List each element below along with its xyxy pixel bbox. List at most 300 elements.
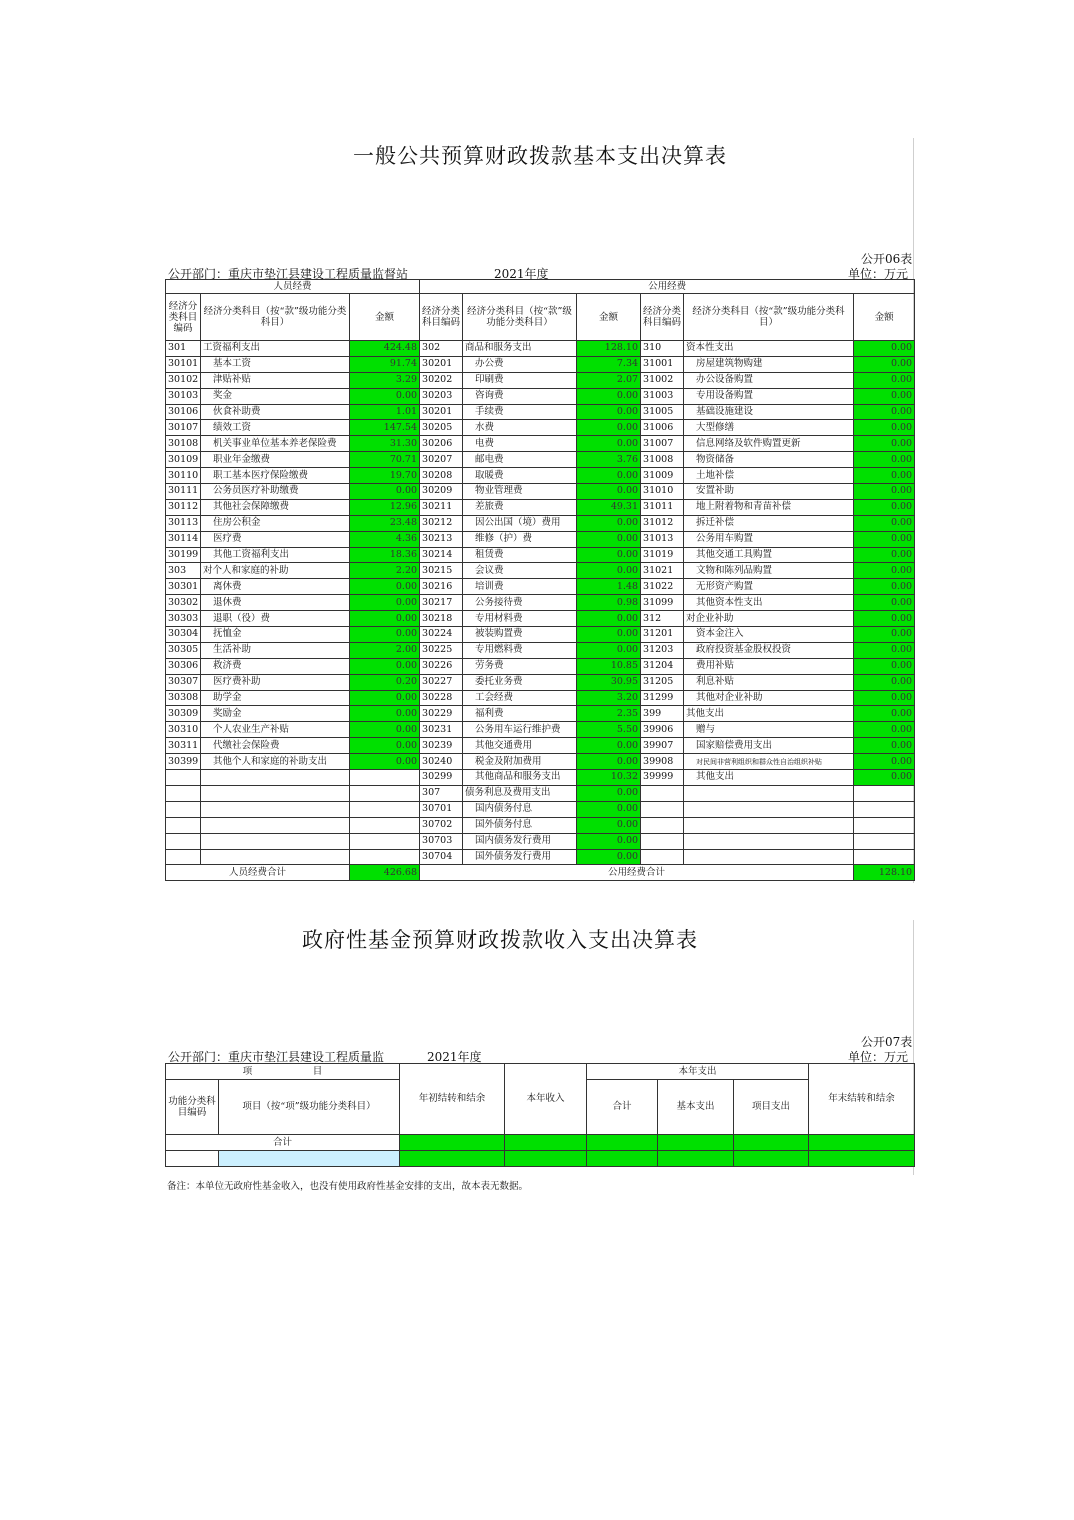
cell-code: 30226 <box>420 658 463 674</box>
cell-code: 30308 <box>166 690 201 706</box>
cell-code: 31205 <box>641 674 684 690</box>
cell-amount: 0.00 <box>577 642 641 658</box>
column-code: 经济分类科目编码 <box>420 294 463 341</box>
cell-code: 30310 <box>166 722 201 738</box>
table-row <box>166 468 915 484</box>
cell-code: 30309 <box>166 706 201 722</box>
basic-expenditure-table <box>165 279 915 881</box>
cell-amount: 0.00 <box>854 690 915 706</box>
cell-subject: 费用补贴 <box>684 658 854 674</box>
cell-amount: 0.00 <box>577 849 641 865</box>
cell-subject: 退休费 <box>201 595 350 611</box>
cell-subject: 公务员医疗补助缴费 <box>201 484 350 500</box>
fund-budget-table <box>165 1063 915 1167</box>
cell-subject: 委托业务费 <box>463 674 577 690</box>
cell-amount: 0.00 <box>577 404 641 420</box>
cell-code: 31013 <box>641 531 684 547</box>
column-code: 经济分类科目编码 <box>166 294 201 341</box>
cell-code: 30106 <box>166 404 201 420</box>
empty-cell <box>641 833 684 849</box>
empty-cell <box>684 801 854 817</box>
cell-code: 31006 <box>641 420 684 436</box>
cell-amount: 0.00 <box>854 404 915 420</box>
cell-subject: 国外债务付息 <box>463 817 577 833</box>
cell-code: 30112 <box>166 499 201 515</box>
cell-subject: 个人农业生产补贴 <box>201 722 350 738</box>
cell-subject: 专用设备购置 <box>684 388 854 404</box>
cell-code: 31019 <box>641 547 684 563</box>
empty-cell <box>166 817 201 833</box>
cell-amount: 91.74 <box>350 356 420 372</box>
cell-code: 30207 <box>420 452 463 468</box>
cell-amount: 3.29 <box>350 372 420 388</box>
table-row <box>166 658 915 674</box>
cell-code: 30101 <box>166 356 201 372</box>
cell-code: 30301 <box>166 579 201 595</box>
cell-subject: 津贴补贴 <box>201 372 350 388</box>
cell-amount: 0.00 <box>577 801 641 817</box>
cell-amount: 128.10 <box>577 341 641 357</box>
total-cell <box>587 1134 658 1150</box>
cell-code: 31010 <box>641 484 684 500</box>
empty-cell <box>201 817 350 833</box>
empty-cell <box>201 801 350 817</box>
cell-code: 30239 <box>420 738 463 754</box>
cell-amount: 3.20 <box>577 690 641 706</box>
cell-code: 31009 <box>641 468 684 484</box>
cell-subject: 医疗费 <box>201 531 350 547</box>
table2-department: 公开部门：重庆市垫江县建设工程质量监 <box>168 1050 385 1064</box>
cell-code: 30228 <box>420 690 463 706</box>
table-row <box>166 356 915 372</box>
cell-code: 30211 <box>420 499 463 515</box>
cell-subject: 救济费 <box>201 658 350 674</box>
cell-subject: 办公设备购置 <box>684 372 854 388</box>
personnel-total-label: 人员经费合计 <box>166 865 350 881</box>
cell-subject: 大型修缮 <box>684 420 854 436</box>
public-header: 公用经费 <box>420 280 915 294</box>
cell-code: 30107 <box>166 420 201 436</box>
cell-code: 31007 <box>641 436 684 452</box>
cell-subject: 奖金 <box>201 388 350 404</box>
cell-amount: 147.54 <box>350 420 420 436</box>
empty-cell <box>166 770 201 786</box>
table1-unit: 单位：万元 <box>848 267 909 281</box>
empty-cell <box>166 849 201 865</box>
cell-code: 30217 <box>420 595 463 611</box>
total-cell <box>734 1134 809 1150</box>
cell-subject: 代缴社会保险费 <box>201 738 350 754</box>
empty-cell <box>684 785 854 801</box>
basic-expense-header: 基本支出 <box>658 1079 734 1134</box>
cell-code: 30304 <box>166 627 201 643</box>
cell-subject: 其他对企业补助 <box>684 690 854 706</box>
cell-amount: 0.00 <box>350 658 420 674</box>
cell-subject: 职业年金缴费 <box>201 452 350 468</box>
cell-code: 39908 <box>641 754 684 770</box>
cell-subject: 其他交通费用 <box>463 738 577 754</box>
cell-subject: 其他支出 <box>684 770 854 786</box>
cell-amount: 12.96 <box>350 499 420 515</box>
cell-subject: 福利费 <box>463 706 577 722</box>
empty-cell <box>854 785 915 801</box>
cell-code: 30704 <box>420 849 463 865</box>
cell-subject: 医疗费补助 <box>201 674 350 690</box>
total-cell <box>505 1134 587 1150</box>
table-row <box>166 484 915 500</box>
cell-subject: 基础设施建设 <box>684 404 854 420</box>
cell-amount: 7.34 <box>577 356 641 372</box>
cell-amount: 0.00 <box>350 627 420 643</box>
cell-code: 30311 <box>166 738 201 754</box>
cell-subject: 因公出国（境）费用 <box>463 515 577 531</box>
cell-subject: 商品和服务支出 <box>463 341 577 357</box>
cell-code: 31201 <box>641 627 684 643</box>
public-total-value: 128.10 <box>854 865 915 881</box>
cell-code: 30224 <box>420 627 463 643</box>
cell-subject: 差旅费 <box>463 499 577 515</box>
cell-code: 30229 <box>420 706 463 722</box>
cell-code: 31204 <box>641 658 684 674</box>
empty-cell <box>641 785 684 801</box>
cell-subject: 地上附着物和青苗补偿 <box>684 499 854 515</box>
cell-code: 30216 <box>420 579 463 595</box>
cell-code: 30225 <box>420 642 463 658</box>
table-row <box>166 341 915 357</box>
empty-cell <box>734 1150 809 1166</box>
table2-title: 政府性基金预算财政拨款收入支出决算表 <box>302 928 698 952</box>
cell-amount: 0.00 <box>854 754 915 770</box>
table2-unit: 单位：万元 <box>848 1050 909 1064</box>
cell-amount: 0.00 <box>350 579 420 595</box>
cell-amount: 70.71 <box>350 452 420 468</box>
empty-cell <box>809 1150 915 1166</box>
table-row <box>166 420 915 436</box>
table1-title: 一般公共预算财政拨款基本支出决算表 <box>353 144 727 168</box>
cell-code: 30108 <box>166 436 201 452</box>
empty-cell <box>684 849 854 865</box>
table-row <box>166 706 915 722</box>
cell-subject: 伙食补助费 <box>201 404 350 420</box>
cell-amount: 0.00 <box>854 515 915 531</box>
cell-amount: 0.00 <box>350 690 420 706</box>
cell-subject: 电费 <box>463 436 577 452</box>
cell-subject: 邮电费 <box>463 452 577 468</box>
cell-amount: 0.00 <box>854 642 915 658</box>
empty-cell <box>854 801 915 817</box>
table-row <box>166 388 915 404</box>
cell-code: 30212 <box>420 515 463 531</box>
cell-amount: 1.48 <box>577 579 641 595</box>
cell-amount: 0.00 <box>577 484 641 500</box>
expense-header: 本年支出 <box>587 1064 809 1080</box>
cell-amount: 0.00 <box>854 563 915 579</box>
expense-total-header: 合计 <box>587 1079 658 1134</box>
table-row <box>166 611 915 627</box>
column-amount: 金额 <box>577 294 641 341</box>
cell-code: 31021 <box>641 563 684 579</box>
begin-balance-header: 年初结转和结余 <box>400 1064 505 1135</box>
cell-code: 30299 <box>420 770 463 786</box>
cell-subject: 国内债务付息 <box>463 801 577 817</box>
cell-code: 39999 <box>641 770 684 786</box>
empty-cell <box>166 1150 219 1166</box>
cell-code: 31203 <box>641 642 684 658</box>
cell-code: 31003 <box>641 388 684 404</box>
end-balance-header: 年末结转和结余 <box>809 1064 915 1135</box>
cell-amount: 2.20 <box>350 563 420 579</box>
cell-amount: 0.00 <box>350 722 420 738</box>
cell-subject: 国外债务发行费用 <box>463 849 577 865</box>
table-row <box>166 563 915 579</box>
empty-cell <box>350 770 420 786</box>
cell-amount: 0.00 <box>854 627 915 643</box>
table-row <box>166 627 915 643</box>
table-row <box>166 722 915 738</box>
cell-subject: 基本工资 <box>201 356 350 372</box>
cell-code: 30218 <box>420 611 463 627</box>
table-row <box>166 436 915 452</box>
cell-code: 30102 <box>166 372 201 388</box>
cell-code: 30231 <box>420 722 463 738</box>
cell-amount: 3.76 <box>577 452 641 468</box>
item-header-part: 目 <box>312 1065 323 1077</box>
column-subject: 经济分类科目（按“款”级功能分类科目） <box>201 294 350 341</box>
table-row <box>166 754 915 770</box>
empty-cell <box>166 801 201 817</box>
table-row <box>166 595 915 611</box>
cell-subject: 工会经费 <box>463 690 577 706</box>
empty-cell <box>166 785 201 801</box>
cell-amount: 10.32 <box>577 770 641 786</box>
column-code: 经济分类科目编码 <box>641 294 684 341</box>
table-row <box>166 404 915 420</box>
empty-cell <box>166 833 201 849</box>
cell-amount: 0.00 <box>577 611 641 627</box>
cell-amount: 0.00 <box>854 372 915 388</box>
total-label: 合计 <box>166 1134 400 1150</box>
cell-subject: 对企业补助 <box>684 611 854 627</box>
cell-subject: 其他商品和服务支出 <box>463 770 577 786</box>
cell-amount: 0.00 <box>577 833 641 849</box>
cell-subject: 专用燃料费 <box>463 642 577 658</box>
cell-subject: 物资储备 <box>684 452 854 468</box>
cell-amount: 0.00 <box>577 754 641 770</box>
cell-subject: 助学金 <box>201 690 350 706</box>
cell-subject: 住房公积金 <box>201 515 350 531</box>
cell-code: 307 <box>420 785 463 801</box>
cell-amount: 31.30 <box>350 436 420 452</box>
cell-subject: 离休费 <box>201 579 350 595</box>
empty-cell <box>350 785 420 801</box>
cell-amount: 0.00 <box>854 531 915 547</box>
cell-amount: 0.00 <box>350 611 420 627</box>
personnel-header: 人员经费 <box>166 280 420 294</box>
cell-subject: 手续费 <box>463 404 577 420</box>
cell-code: 30214 <box>420 547 463 563</box>
cell-subject: 绩效工资 <box>201 420 350 436</box>
item-header <box>166 1064 400 1080</box>
cell-amount: 0.00 <box>854 611 915 627</box>
cell-amount: 0.00 <box>577 515 641 531</box>
cell-subject: 房屋建筑物购建 <box>684 356 854 372</box>
cell-subject: 专用材料费 <box>463 611 577 627</box>
cell-amount: 0.00 <box>854 499 915 515</box>
empty-cell <box>350 849 420 865</box>
cell-code: 30206 <box>420 436 463 452</box>
cell-subject: 咨询费 <box>463 388 577 404</box>
cell-code: 30703 <box>420 833 463 849</box>
empty-cell <box>350 801 420 817</box>
cell-amount: 0.00 <box>350 706 420 722</box>
cell-subject: 维修（护）费 <box>463 531 577 547</box>
cell-subject: 奖励金 <box>201 706 350 722</box>
cell-subject: 被装购置费 <box>463 627 577 643</box>
cell-amount: 0.00 <box>350 754 420 770</box>
cell-amount: 0.00 <box>577 468 641 484</box>
cell-amount: 0.00 <box>854 658 915 674</box>
table-row <box>166 515 915 531</box>
cell-code: 30399 <box>166 754 201 770</box>
cell-code: 39907 <box>641 738 684 754</box>
empty-cell <box>854 833 915 849</box>
cell-subject: 税金及附加费用 <box>463 754 577 770</box>
cell-subject: 赠与 <box>684 722 854 738</box>
cell-subject: 物业管理费 <box>463 484 577 500</box>
cell-subject: 国内债务发行费用 <box>463 833 577 849</box>
total-cell <box>658 1134 734 1150</box>
cell-subject: 会议费 <box>463 563 577 579</box>
table-row <box>166 579 915 595</box>
cell-amount: 0.00 <box>577 627 641 643</box>
cell-code: 31099 <box>641 595 684 611</box>
cell-code: 31008 <box>641 452 684 468</box>
cell-amount: 0.00 <box>350 595 420 611</box>
item-header-part: 项 <box>242 1065 253 1077</box>
table-row <box>166 452 915 468</box>
function-code-header: 功能分类科目编码 <box>166 1079 219 1134</box>
cell-code: 31002 <box>641 372 684 388</box>
table-row <box>166 833 915 849</box>
cell-code: 30227 <box>420 674 463 690</box>
table-row <box>166 849 915 865</box>
cell-subject: 办公费 <box>463 356 577 372</box>
table1-number: 公开06表 <box>861 252 913 266</box>
cell-amount: 0.00 <box>350 484 420 500</box>
empty-cell <box>400 1150 505 1166</box>
public-total-label: 公用经费合计 <box>420 865 854 881</box>
cell-subject: 生活补助 <box>201 642 350 658</box>
cell-subject: 其他社会保障缴费 <box>201 499 350 515</box>
cell-code: 31299 <box>641 690 684 706</box>
column-amount: 金额 <box>350 294 420 341</box>
cell-amount: 0.00 <box>350 738 420 754</box>
total-cell <box>809 1134 915 1150</box>
empty-cell <box>641 817 684 833</box>
cell-amount: 0.00 <box>577 420 641 436</box>
table1-year: 2021年度 <box>494 267 549 281</box>
cell-subject: 公务用车运行维护费 <box>463 722 577 738</box>
cell-amount: 18.36 <box>350 547 420 563</box>
cell-code: 312 <box>641 611 684 627</box>
cell-amount: 30.95 <box>577 674 641 690</box>
cell-subject: 债务利息及费用支出 <box>463 785 577 801</box>
personnel-total-value: 426.68 <box>350 865 420 881</box>
cell-code: 31012 <box>641 515 684 531</box>
cell-subject: 安置补助 <box>684 484 854 500</box>
cell-subject: 拆迁补偿 <box>684 515 854 531</box>
cell-code: 399 <box>641 706 684 722</box>
cell-amount: 0.00 <box>577 436 641 452</box>
empty-cell <box>219 1150 400 1166</box>
cell-subject: 职工基本医疗保险缴费 <box>201 468 350 484</box>
cell-code: 30201 <box>420 404 463 420</box>
empty-cell <box>350 817 420 833</box>
cell-code: 30307 <box>166 674 201 690</box>
empty-cell <box>587 1150 658 1166</box>
cell-subject: 其他资本性支出 <box>684 595 854 611</box>
cell-amount: 4.36 <box>350 531 420 547</box>
empty-cell <box>854 817 915 833</box>
cell-amount: 23.48 <box>350 515 420 531</box>
cell-code: 39906 <box>641 722 684 738</box>
cell-amount: 0.00 <box>854 452 915 468</box>
cell-subject: 对个人和家庭的补助 <box>201 563 350 579</box>
totals-row <box>166 865 915 881</box>
cell-code: 30201 <box>420 356 463 372</box>
cell-code: 30110 <box>166 468 201 484</box>
cell-code: 31022 <box>641 579 684 595</box>
cell-amount: 0.00 <box>854 484 915 500</box>
cell-amount: 2.07 <box>577 372 641 388</box>
table-row <box>166 801 915 817</box>
cell-amount: 0.00 <box>854 388 915 404</box>
cell-subject: 利息补贴 <box>684 674 854 690</box>
cell-amount: 0.00 <box>854 595 915 611</box>
cell-amount: 2.00 <box>350 642 420 658</box>
cell-code: 30109 <box>166 452 201 468</box>
cell-amount: 0.00 <box>577 817 641 833</box>
empty-cell <box>854 849 915 865</box>
cell-subject: 其他交通工具购置 <box>684 547 854 563</box>
cell-amount: 0.00 <box>577 388 641 404</box>
table-row <box>166 531 915 547</box>
cell-code: 30240 <box>420 754 463 770</box>
cell-code: 30303 <box>166 611 201 627</box>
empty-cell <box>201 849 350 865</box>
project-expense-header: 项目支出 <box>734 1079 809 1134</box>
cell-code: 30208 <box>420 468 463 484</box>
cell-code: 303 <box>166 563 201 579</box>
cell-amount: 0.00 <box>577 547 641 563</box>
cell-amount: 0.00 <box>350 388 420 404</box>
cell-amount: 0.00 <box>577 738 641 754</box>
table1-department: 公开部门：重庆市垫江县建设工程质量监督站 <box>168 267 409 281</box>
empty-cell <box>201 833 350 849</box>
cell-subject: 工资福利支出 <box>201 341 350 357</box>
cell-subject: 公务接待费 <box>463 595 577 611</box>
cell-subject: 国家赔偿费用支出 <box>684 738 854 754</box>
table-row <box>166 547 915 563</box>
cell-amount: 0.00 <box>854 579 915 595</box>
cell-subject: 机关事业单位基本养老保险费 <box>201 436 350 452</box>
cell-amount: 0.98 <box>577 595 641 611</box>
cell-subject: 土地补偿 <box>684 468 854 484</box>
cell-amount: 0.20 <box>350 674 420 690</box>
cell-subject: 培训费 <box>463 579 577 595</box>
cell-subject: 劳务费 <box>463 658 577 674</box>
empty-cell <box>658 1150 734 1166</box>
